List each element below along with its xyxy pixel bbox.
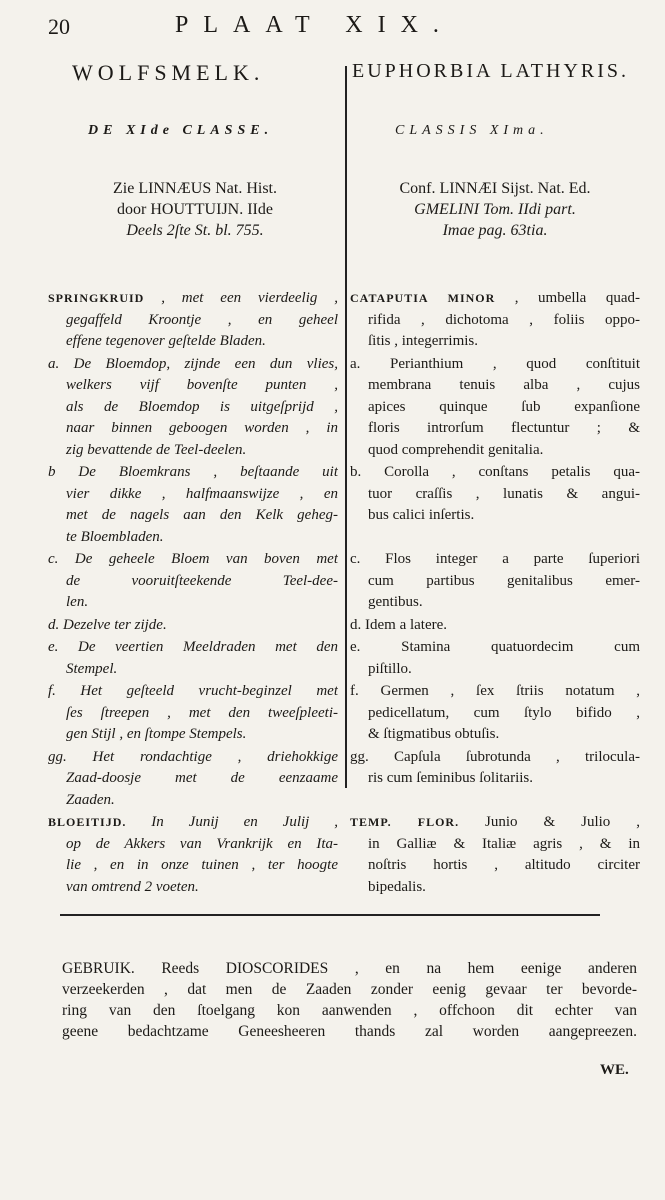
description-line: van omtrend 2 voeten. (66, 878, 199, 895)
description-line: bipedalis. (368, 878, 426, 895)
description-item (48, 354, 338, 462)
page-number: 20 (48, 14, 70, 39)
usage-line: GEBRUIK. Reeds DIOSCORIDES , en na hem eenige anderen (62, 960, 637, 977)
column-divider (345, 66, 347, 788)
description-line: gg. Capſula ſubrotunda , trilocula- (350, 748, 640, 765)
description-line: cum partibus genitalibus emer- (368, 572, 640, 589)
description-item (48, 615, 338, 637)
description-line: len. (66, 594, 89, 610)
description-line: apices quinque ſub expanſione (368, 398, 640, 415)
description-line: a. Perianthium , quod conſtituit (350, 355, 640, 372)
dutch-class: DE XIde CLASSE. (88, 123, 274, 138)
description-line: gg. Het rondachtige , driehokkige (48, 748, 338, 765)
description-line: gentibus. (368, 594, 423, 610)
description-item (350, 354, 640, 462)
description-line: op de Akkers van Vrankrijk en Ita- (66, 835, 338, 852)
reference-line: Imae pag. 63tia. (442, 222, 548, 239)
description-item (350, 462, 640, 527)
description-line: vier dikke , halfmaanswijze , en (66, 485, 338, 502)
dutch-reference (55, 178, 335, 241)
description-line: pedicellatum, cum ſtylo bifido , (368, 704, 640, 721)
description-item (48, 681, 338, 746)
description-line: b. Corolla , conſtans petalis qua- (350, 464, 640, 480)
description-line: de vooruitſteekende Teel-dee- (66, 572, 338, 589)
description-line: met de nagels aan den Kelk geheg- (66, 507, 338, 523)
reference-line: Conf. LINNÆI Sijst. Nat. Ed. (399, 180, 591, 197)
description-line: b De Bloemkrans , beſtaande uit (48, 464, 338, 480)
item-label: CATAPUTIA MINOR (350, 291, 496, 305)
description-line: effene tegenover geſtelde Bladen. (66, 333, 266, 349)
item-label: TEMP. FLOR. (350, 815, 460, 829)
catchword: WE. (600, 1062, 629, 1078)
description-line: d. Idem a latere. (350, 616, 448, 633)
description-line: noſtris hortis , altitudo circiter (368, 857, 640, 873)
description-item (350, 812, 640, 898)
description-line: f. Germen , ſex ſtriis notatum , (350, 683, 640, 699)
description-line: Stempel. (66, 660, 118, 677)
description-line: gen Stijl , en ſtompe Stempels. (66, 726, 247, 742)
description-line: c. Flos integer a parte ſuperiori (350, 551, 640, 567)
description-item (350, 637, 640, 680)
latin-class: CLASSIS XIma. (395, 123, 549, 138)
description-line: f. Het geſteeld vrucht-beginzel met (48, 683, 338, 699)
reference-line: door HOUTTUIJN. IIde (117, 201, 273, 218)
item-label: BLOEITIJD. (48, 815, 127, 829)
section-rule (60, 914, 600, 916)
description-item (48, 462, 338, 548)
description-line: zig bevattende de Teel-deelen. (66, 441, 247, 458)
usage-line: verzeekerden , dat men de Zaaden zonder eenig gevaar ter bevorde- (62, 981, 637, 998)
description-line: lie , en in onze tuinen , ter hoogte (66, 857, 338, 873)
description-line: floris introrſum flectuntur ; & (368, 420, 640, 436)
description-item (350, 549, 640, 614)
plate-title: PLAAT XIX. (175, 12, 454, 38)
description-line: membrana tenuis alba , cujus (368, 377, 640, 393)
description-line: d. Dezelve ter zijde. (48, 616, 167, 633)
description-line: Zaaden. (66, 791, 115, 808)
dutch-title: WOLFSMELK. (72, 60, 265, 85)
description-line: rifida , dichotoma , foliis oppo- (368, 311, 640, 328)
description-line: als de Bloemdop is uitgeſprijd , (66, 398, 338, 415)
description-item (48, 637, 338, 680)
latin-reference (350, 178, 640, 241)
description-line: a. De Bloemdop, zijnde een dun vlies, (48, 355, 338, 372)
description-item (350, 681, 640, 746)
description-line: TEMP. FLOR. Junio & Julio , (350, 814, 640, 830)
latin-title: EUPHORBIA LATHYRIS. (352, 60, 630, 82)
description-line: in Galliæ & Italiæ agris , & in (368, 835, 640, 852)
description-line: SPRINGKRUID , met een vierdeelig , (48, 290, 338, 306)
description-item (48, 549, 338, 614)
description-item (48, 812, 338, 898)
description-line: e. Stamina quatuordecim cum (350, 639, 640, 655)
description-line: ſitis , integerrimis. (368, 333, 478, 349)
description-item (350, 747, 640, 790)
description-line: c. De geheele Bloem van boven met (48, 551, 338, 567)
description-line: quod comprehendit genitalia. (368, 441, 544, 458)
usage-line: geene bedachtzame Geneesheeren thands zal worden aangepreezen. (62, 1023, 637, 1040)
description-item (350, 288, 640, 353)
usage-paragraph (62, 958, 637, 1042)
description-line: & ſtigmatibus obtuſis. (368, 726, 500, 742)
description-line: BLOEITIJD. In Junij en Julij , (48, 814, 338, 830)
description-line: gegaffeld Kroontje , en geheel (66, 311, 338, 328)
reference-line: Deels 2ſte St. bl. 755. (126, 222, 264, 239)
description-line: welkers vijf bovenſte punten , (66, 377, 338, 393)
description-line: piſtillo. (368, 660, 412, 677)
description-line: naar binnen geboogen worden , in (66, 420, 338, 436)
description-item (48, 747, 338, 812)
description-line: ris cum ſeminibus ſolitariis. (368, 770, 533, 786)
description-line: tuor craſſis , lunatis & angui- (368, 485, 640, 502)
description-line: te Bloembladen. (66, 528, 164, 545)
description-line: ſes ſtreepen , met den tweeſpleeti- (66, 704, 338, 721)
description-line: bus calici inſertis. (368, 507, 475, 523)
reference-line: Zie LINNÆUS Nat. Hist. (113, 180, 277, 197)
description-line: e. De veertien Meeldraden met den (48, 639, 338, 655)
item-label: SPRINGKRUID (48, 291, 145, 305)
reference-line: GMELINI Tom. IIdi part. (414, 201, 576, 218)
description-item (350, 615, 640, 637)
description-line: Zaad-doosje met de eenzaame (66, 770, 338, 786)
description-line: CATAPUTIA MINOR , umbella quad- (350, 290, 640, 306)
usage-line: ring van den ſtoelgang kon aanwenden , offchoon dit echter van (62, 1002, 637, 1019)
description-item (48, 288, 338, 353)
